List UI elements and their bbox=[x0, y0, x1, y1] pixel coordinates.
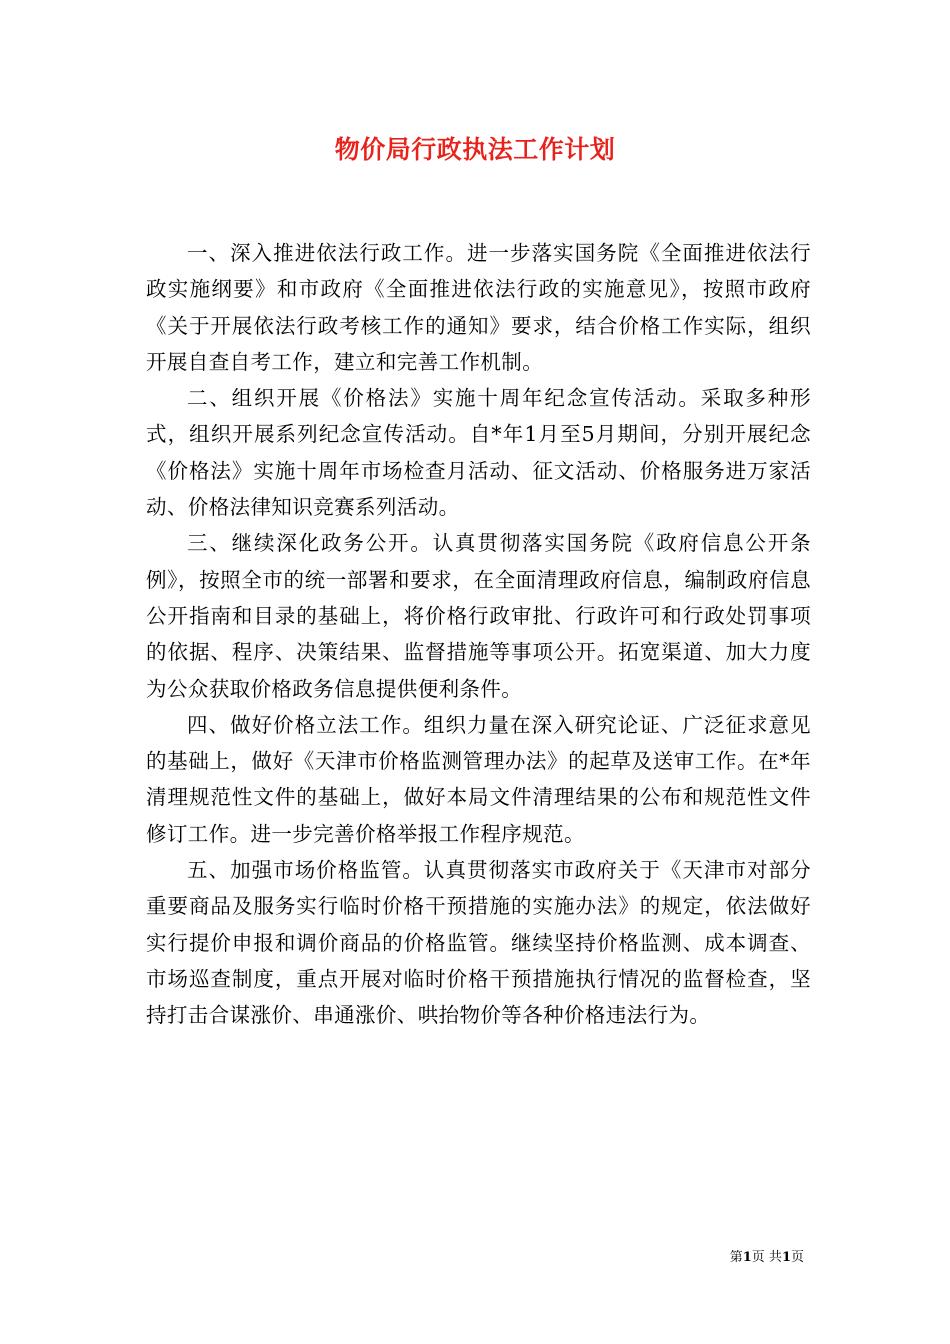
footer-prefix: 第 bbox=[729, 1250, 743, 1265]
footer-suffix: 页 bbox=[790, 1250, 804, 1265]
paragraph-1: 一、深入推进依法行政工作。进一步落实国务院《全面推进依法行政实施纲要》和市政府《全面推进依法行政的实施意见》，按照市政府《关于开展依法行政考核工作的通知》要求，结合价格工作实际，组织开展自查自考工作，建立和完善工作机制。 bbox=[146, 241, 811, 374]
paragraph-4: 四、做好价格立法工作。组织力量在深入研究论证、广泛征求意见的基础上，做好《天津市价格监测管理办法》的起草及送审工作。在*年清理规范性文件的基础上，做好本局文件清理结果的公布和规范性文件修订工作。进一步完善价格举报工作程序规范。 bbox=[146, 712, 811, 846]
document-body bbox=[146, 235, 811, 1034]
footer-middle: 页 共 bbox=[751, 1250, 782, 1265]
page-number-footer bbox=[730, 1249, 804, 1267]
paragraph-2: 二、组织开展《价格法》实施十周年纪念宣传活动。采取多种形式，组织开展系列纪念宣传活动。自*年1月至5月期间，分别开展纪念《价格法》实施十周年市场检查月活动、征文活动、价格服务进万家活动、价格法律知识竞赛系列活动。 bbox=[146, 386, 811, 520]
paragraph-5: 五、加强市场价格监管。认真贯彻落实市政府关于《天津市对部分重要商品及服务实行临时价格干预措施的实施办法》的规定，依法做好实行提价申报和调价商品的价格监管。继续坚持价格监测、成本调查、市场巡查制度，重点开展对临时价格干预措施执行情况的监督检查，坚持打击合谋涨价、串通涨价、哄抬物价等各种价格违法行为。 bbox=[146, 858, 811, 1028]
document-title: 物价局行政执法工作计划 bbox=[334, 135, 616, 164]
current-page-number: 1 bbox=[742, 1250, 752, 1265]
paragraph-3: 三、继续深化政务公开。认真贯彻落实国务院《政府信息公开条例》，按照全市的统一部署和要求，在全面清理政府信息，编制政府信息公开指南和目录的基础上，将价格行政审批、行政许可和行政处罚事项的依据、程序、决策结果、监督措施等事项公开。拓宽渠道、加大力度为公众获取价格政务信息提供便利条件。 bbox=[146, 531, 811, 701]
total-pages-number: 1 bbox=[781, 1250, 791, 1265]
